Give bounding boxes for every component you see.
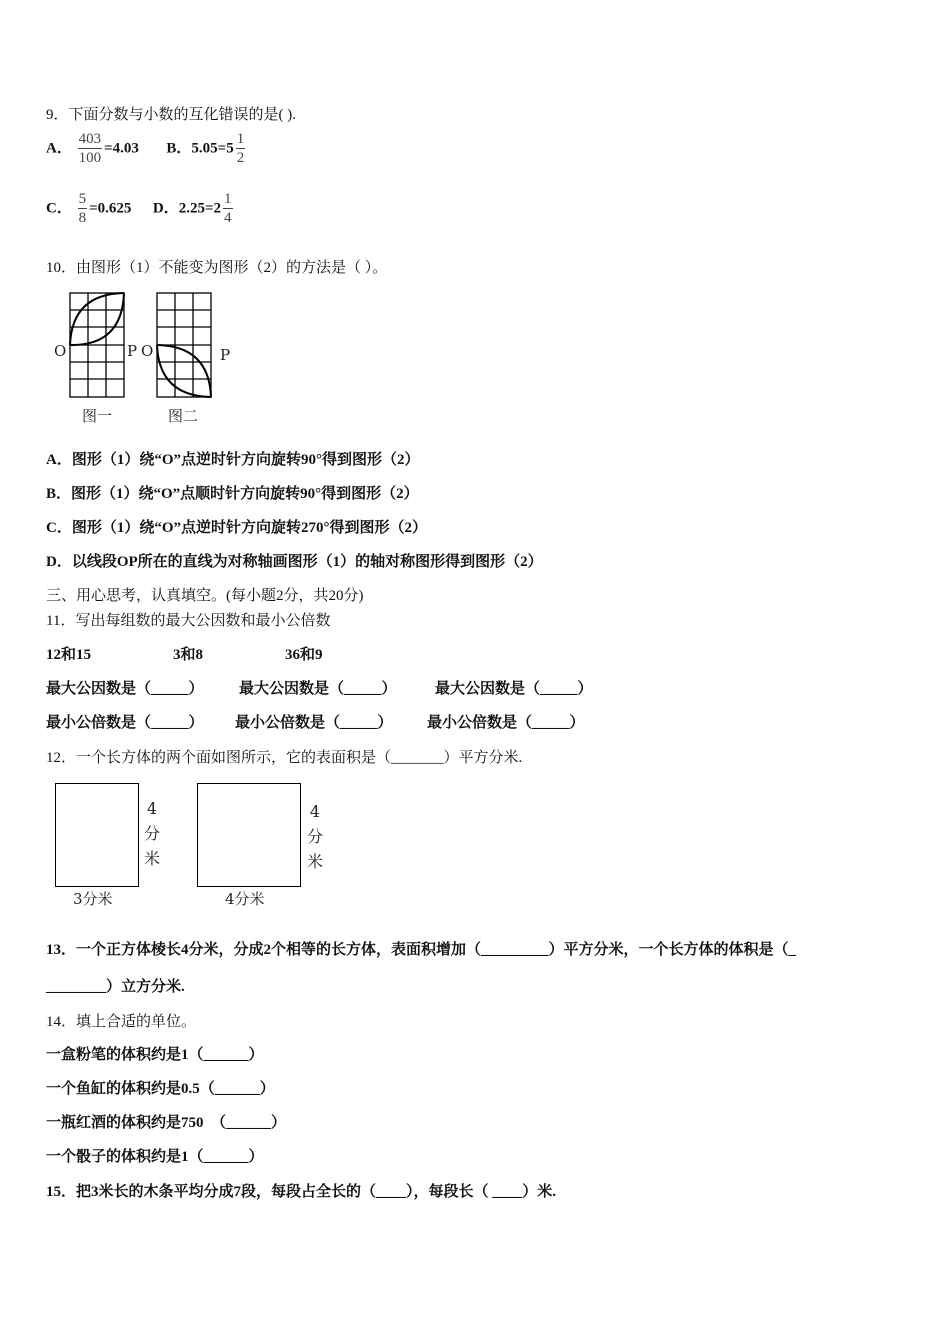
q10-figures <box>50 288 250 428</box>
q13-line-2: ________）立方分米. <box>46 979 185 995</box>
q11-gcd-2: 最大公因数是（_____） <box>239 681 397 697</box>
q12-face-2-height-unit-1: 分 <box>306 827 323 846</box>
q10-option-b: B．图形（1）绕“O”点顺时针方向旋转90°得到图形（2） <box>46 486 419 502</box>
q12-face-1-height-label <box>143 796 161 871</box>
q10-option-c: C．图形（1）绕“O”点逆时针方向旋转270°得到图形（2） <box>46 520 428 536</box>
q9-optD-numerator: 1 <box>224 191 232 207</box>
q9-optC-label: C． <box>46 200 72 217</box>
q9-options-ab <box>46 132 247 166</box>
q14-item-4: 一个骰子的体积约是1（______） <box>46 1149 264 1165</box>
figure2-label-o: O <box>141 342 154 360</box>
q11-group-2: 3和8 <box>173 647 204 663</box>
figure2-caption: 图二 <box>168 407 199 425</box>
q9-optB-label: B．5.05=5 <box>166 140 234 157</box>
q12-face-2-height-unit-2: 米 <box>306 852 323 871</box>
q15-stem: 15．把3米长的木条平均分成7段，每段占全长的（____），每段长（ ____）米. <box>46 1184 557 1200</box>
q12-stem-text: 12．一个长方体的两个面如图所示，它的表面积是（_______）平方分米. <box>46 750 523 766</box>
q10-stem <box>46 256 387 277</box>
q10-option-d: D．以线段OP所在的直线为对称轴画图形（1）的轴对称图形得到图形（2） <box>46 554 543 570</box>
q9-optC-denominator: 8 <box>78 210 87 226</box>
q11-gcd-1: 最大公因数是（_____） <box>46 681 204 697</box>
q14-stem <box>46 1010 196 1031</box>
q12-stem <box>46 746 522 767</box>
figure2-label-p: P <box>220 346 231 364</box>
q9-optD-label: D．2.25=2 <box>152 200 222 217</box>
figure2-leaf-shape <box>157 345 211 397</box>
q11-lcm-1: 最小公倍数是（_____） <box>46 715 204 731</box>
q14-item-1: 一盒粉笔的体积约是1（______） <box>46 1047 264 1063</box>
q11-stem-text: 11．写出每组数的最大公因数和最小公倍数 <box>46 613 331 629</box>
q13-line-1: 13．一个正方体棱长4分米，分成2个相等的长方体，表面积增加（_________）平方分米，一个长方体的体积是（_ <box>46 942 797 958</box>
q11-lcm-3: 最小公倍数是（_____） <box>427 715 585 731</box>
q12-face-1-width-label: 3分米 <box>73 890 113 908</box>
figure1-label-o: O <box>54 342 67 360</box>
q9-optC-value: =0.625 <box>89 200 132 217</box>
q14-item-2: 一个鱼缸的体积约是0.5（______） <box>46 1081 275 1097</box>
section3-heading: 三、用心思考，认真填空。(每小题2分，共20分) <box>46 588 364 604</box>
q9-optB-numerator: 1 <box>236 131 245 147</box>
q9-optD-fraction <box>223 192 233 226</box>
figure1-caption: 图一 <box>82 407 113 425</box>
q10-option-a: A．图形（1）绕“O”点逆时针方向旋转90°得到图形（2） <box>46 452 420 468</box>
q11-group-1: 12和15 <box>46 647 92 663</box>
q9-stem-text: 9．下面分数与小数的互化错误的是( ). <box>46 107 296 123</box>
q12-face-2-height-digit: 4 <box>309 802 321 821</box>
q9-options-cd <box>46 192 235 226</box>
q14-stem-text: 14．填上合适的单位。 <box>46 1014 197 1030</box>
q12-face-1-height-unit-1: 分 <box>143 824 160 843</box>
q9-optC-numerator: 5 <box>78 191 87 207</box>
q9-optA-value: =4.03 <box>104 140 139 157</box>
q12-face-2-height-label <box>306 799 324 874</box>
q11-group-3: 36和9 <box>285 647 323 663</box>
q9-optA-label: A． <box>46 140 72 157</box>
q9-stem <box>46 103 296 124</box>
q9-optB-fraction <box>236 132 246 166</box>
figure1-leaf-shape <box>70 293 124 345</box>
figure1-label-p: P <box>127 342 138 360</box>
q11-gcd-3: 最大公因数是（_____） <box>435 681 593 697</box>
q10-stem-text: 10．由图形（1）不能变为图形（2）的方法是（ ）。 <box>46 260 388 276</box>
q12-face-2-width-label: 4分米 <box>225 890 265 908</box>
q12-face-1-height-digit: 4 <box>146 799 158 818</box>
q11-lcm-2: 最小公倍数是（_____） <box>235 715 393 731</box>
q12-face-2 <box>197 783 301 887</box>
q9-optA-fraction <box>78 132 103 166</box>
q12-face-1 <box>55 783 139 887</box>
q9-optA-denominator: 100 <box>78 150 102 166</box>
q9-optC-fraction <box>78 192 88 226</box>
q9-optD-denominator: 4 <box>224 210 232 226</box>
q12-face-1-height-unit-2: 米 <box>143 849 160 868</box>
q9-optB-denominator: 2 <box>236 150 245 166</box>
q9-optA-numerator: 403 <box>78 131 102 147</box>
q11-stem <box>46 609 330 630</box>
q14-item-3: 一瓶红酒的体积约是750 （______） <box>46 1115 287 1131</box>
